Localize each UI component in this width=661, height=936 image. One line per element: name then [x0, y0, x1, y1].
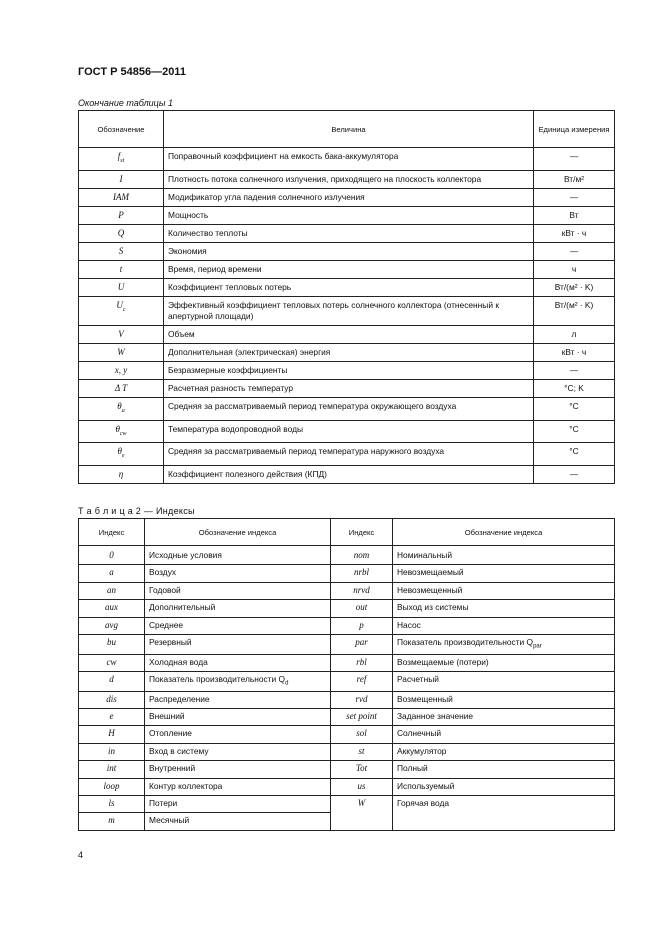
index-cell: nom [331, 546, 393, 565]
symbol-cell [79, 361, 164, 379]
symbol-text: Потери [149, 798, 178, 809]
symbol-text: IAM [113, 191, 129, 202]
quantity-cell: Температура водопроводной воды [164, 420, 534, 443]
unit-cell: — [534, 361, 615, 379]
quantity-cell: Экономия [164, 242, 534, 260]
index-desc-cell [145, 813, 331, 830]
table1-row [79, 260, 615, 278]
symbol-text: Возмещаемые (потери) [397, 656, 489, 667]
symbol-cell [79, 224, 164, 242]
index-cell: nrvd [331, 582, 393, 599]
index-desc-cell [393, 600, 615, 617]
index-cell: avg [79, 617, 145, 634]
table2-row [79, 709, 615, 726]
symbol-subscript: e [121, 453, 125, 460]
symbol-text: θ [117, 400, 122, 411]
table1-row [79, 420, 615, 443]
symbol-text: Выход из системы [397, 602, 469, 613]
unit-cell: кВт · ч [534, 224, 615, 242]
index-desc-cell [145, 726, 331, 743]
index-desc-cell [145, 672, 331, 692]
table2-header-desc-left: Обозначение индекса [145, 519, 331, 546]
unit-cell: °C [534, 397, 615, 420]
quantity-cell: Коэффициент полезного действия (КПД) [164, 466, 534, 484]
unit-cell: Вт/м² [534, 170, 615, 188]
symbol-text: Насос [397, 619, 421, 630]
symbol-text: Возмещенный [397, 693, 453, 704]
index-cell: dis [79, 691, 145, 708]
symbol-text: Отопление [149, 728, 192, 739]
symbol-text: U [116, 299, 123, 310]
quantity-cell: Эффективный коэффициент тепловых потерь солнечного коллектора (отнесенный к апертурной площади) [164, 296, 534, 325]
index-cell: int [79, 761, 145, 778]
index-desc-cell [145, 565, 331, 582]
table1-row [79, 224, 615, 242]
index-cell: ref [331, 672, 393, 692]
index-desc-cell [393, 672, 615, 692]
quantity-cell: Безразмерные коэффициенты [164, 361, 534, 379]
table2-caption: Т а б л и ц а 2 — Индексы [78, 506, 195, 516]
table2-row [79, 672, 615, 692]
table2-header-index-right: Индекс [331, 519, 393, 546]
symbol-text: Используемый [397, 780, 455, 791]
symbol-text: f [117, 151, 121, 161]
table1-row [79, 278, 615, 296]
table1-row [79, 206, 615, 224]
symbol-cell [79, 379, 164, 397]
index-desc-cell [393, 546, 615, 565]
symbol-cell [79, 170, 164, 188]
table2-row [79, 691, 615, 708]
index-desc-cell [393, 743, 615, 760]
table1-row [79, 325, 615, 343]
table2-row [79, 546, 615, 565]
index-cell: loop [79, 778, 145, 795]
table2-row [79, 582, 615, 599]
symbol-text: Невозмещенный [397, 584, 463, 595]
symbol-cell [79, 242, 164, 260]
quantity-cell: Количество теплоты [164, 224, 534, 242]
table2-header-row [79, 519, 615, 546]
index-cell: aux [79, 600, 145, 617]
symbol-subscript: d [285, 680, 289, 687]
unit-cell: °C; K [534, 379, 615, 397]
table1 [78, 110, 615, 484]
symbol-text: Резервный [149, 636, 192, 647]
index-desc-cell [145, 654, 331, 671]
symbol-text: U [117, 281, 125, 292]
unit-cell: — [534, 188, 615, 206]
symbol-cell [79, 188, 164, 206]
symbol-text: Контур коллектора [149, 780, 223, 791]
symbol-text: θ [117, 446, 122, 457]
index-cell: us [331, 778, 393, 795]
quantity-cell: Объем [164, 325, 534, 343]
index-cell: st [331, 743, 393, 760]
symbol-text: P [118, 209, 124, 220]
symbol-text: Полный [397, 763, 428, 774]
unit-cell: Вт/(м² · K) [534, 296, 615, 325]
table2-row [79, 743, 615, 760]
table1-row [79, 188, 615, 206]
symbol-text: Внешний [149, 711, 185, 722]
index-cell: bu [79, 634, 145, 654]
index-desc-cell [145, 761, 331, 778]
quantity-cell: Коэффициент тепловых потерь [164, 278, 534, 296]
symbol-text: x, y [114, 364, 128, 375]
quantity-cell: Расчетная разность температур [164, 379, 534, 397]
symbol-text: Холодная вода [149, 656, 208, 667]
index-cell: par [331, 634, 393, 654]
index-desc-cell [145, 600, 331, 617]
index-cell: rvd [331, 691, 393, 708]
index-cell: d [79, 672, 145, 692]
index-cell: H [79, 726, 145, 743]
symbol-subscript: cw [119, 430, 127, 437]
table1-row [79, 170, 615, 188]
index-desc-cell [145, 796, 331, 813]
table1-row [79, 361, 615, 379]
index-cell: sol [331, 726, 393, 743]
symbol-cell [79, 260, 164, 278]
page-number: 4 [78, 850, 84, 860]
index-desc-cell [393, 634, 615, 654]
table1-row [79, 343, 615, 361]
unit-cell: °C [534, 443, 615, 466]
table1-row [79, 443, 615, 466]
symbol-text: Q [117, 227, 125, 238]
symbol-subscript: a [121, 407, 125, 414]
index-desc-cell [145, 546, 331, 565]
index-cell: a [79, 565, 145, 582]
table1-row [79, 296, 615, 325]
index-cell: cw [79, 654, 145, 671]
table2-row [79, 600, 615, 617]
symbol-cell [79, 443, 164, 466]
index-cell: rbl [331, 654, 393, 671]
symbol-text: Месячный [149, 815, 190, 826]
table1-header-row [79, 111, 615, 148]
index-cell: e [79, 709, 145, 726]
symbol-text: Аккумулятор [397, 745, 447, 756]
symbol-cell [79, 420, 164, 443]
table1-caption: Окончание таблицы 1 [78, 98, 173, 108]
symbol-text: Вход в систему [149, 745, 209, 756]
index-cell: m [79, 813, 145, 830]
table1-row [79, 397, 615, 420]
index-desc-cell [145, 778, 331, 795]
index-desc-cell [145, 709, 331, 726]
quantity-cell: Дополнительная (электрическая) энергия [164, 343, 534, 361]
symbol-text: Воздух [149, 567, 177, 578]
index-desc-cell [393, 691, 615, 708]
table2-row [79, 761, 615, 778]
quantity-cell: Мощность [164, 206, 534, 224]
index-cell: W [331, 796, 393, 831]
table2-row [79, 778, 615, 795]
symbol-text: Номинальный [397, 550, 452, 560]
symbol-cell [79, 325, 164, 343]
symbol-text: Показатель производительности Q [149, 674, 286, 685]
unit-cell: °C [534, 420, 615, 443]
index-desc-cell [393, 726, 615, 743]
table2-header-desc-right: Обозначение индекса [393, 519, 615, 546]
symbol-text: η [118, 469, 124, 480]
unit-cell: Вт/(м² · K) [534, 278, 615, 296]
symbol-text: Солнечный [397, 728, 442, 739]
unit-cell: — [534, 242, 615, 260]
table1-header-quantity: Величина [164, 111, 534, 148]
index-desc-cell [393, 778, 615, 795]
index-cell: Tot [331, 761, 393, 778]
index-cell: nrbl [331, 565, 393, 582]
symbol-cell [79, 148, 164, 171]
symbol-text: Заданное значение [397, 711, 474, 722]
index-desc-cell [393, 796, 615, 831]
symbol-text: t [119, 263, 123, 274]
table1-row [79, 242, 615, 260]
symbol-cell [79, 343, 164, 361]
index-cell: p [331, 617, 393, 634]
index-cell: set point [331, 709, 393, 726]
unit-cell: ч [534, 260, 615, 278]
table1-header-symbol: Обозначение [79, 111, 164, 148]
table2-row [79, 654, 615, 671]
index-desc-cell [393, 761, 615, 778]
table2-row [79, 796, 615, 813]
table2-row [79, 634, 615, 654]
document-header: ГОСТ Р 54856—2011 [78, 66, 186, 78]
index-cell: an [79, 582, 145, 599]
index-desc-cell [393, 654, 615, 671]
unit-cell: л [534, 325, 615, 343]
unit-cell: Вт [534, 206, 615, 224]
table1-row [79, 466, 615, 484]
symbol-subscript: st [120, 157, 125, 164]
symbol-text: Горячая вода [397, 798, 449, 809]
table2-row [79, 617, 615, 634]
symbol-text: Невозмещаемый [397, 567, 464, 578]
symbol-text: Внутренний [149, 763, 196, 774]
index-desc-cell [145, 634, 331, 654]
quantity-cell: Средняя за рассматриваемый период температура окружающего воздуха [164, 397, 534, 420]
symbol-text: Дополнительный [149, 602, 216, 613]
table1-header-unit: Единица измерения [534, 111, 615, 148]
symbol-cell [79, 278, 164, 296]
quantity-cell: Средняя за рассматриваемый период температура наружного воздуха [164, 443, 534, 466]
table2-row [79, 565, 615, 582]
quantity-cell: Время, период времени [164, 260, 534, 278]
symbol-text: Среднее [149, 619, 184, 630]
symbol-text: Исходные условия [149, 550, 222, 560]
index-desc-cell [393, 582, 615, 599]
symbol-text: S [118, 245, 124, 256]
symbol-text: Расчетный [397, 674, 439, 685]
symbol-cell [79, 296, 164, 325]
symbol-text: Показатель производительности Q [397, 636, 534, 647]
symbol-subscript: c [122, 306, 126, 313]
table1-row [79, 148, 615, 171]
table2-header-index-left: Индекс [79, 519, 145, 546]
table2-row [79, 726, 615, 743]
index-cell: out [331, 600, 393, 617]
symbol-text: θ [115, 423, 120, 434]
index-desc-cell [145, 691, 331, 708]
symbol-text: Распределение [149, 693, 210, 704]
index-desc-cell [145, 743, 331, 760]
table1-row [79, 379, 615, 397]
index-desc-cell [145, 582, 331, 599]
index-cell: ls [79, 796, 145, 813]
quantity-cell: Поправочный коэффициент на емкость бака-аккумулятора [164, 148, 534, 171]
table2 [78, 518, 615, 831]
symbol-subscript: par [533, 643, 542, 650]
symbol-text: W [117, 346, 125, 357]
index-desc-cell [393, 617, 615, 634]
quantity-cell: Плотность потока солнечного излучения, приходящего на плоскость коллектора [164, 170, 534, 188]
symbol-text: Δ T [114, 382, 128, 393]
unit-cell: — [534, 148, 615, 171]
index-desc-cell [393, 709, 615, 726]
index-cell: 0 [79, 546, 145, 565]
symbol-text: V [118, 328, 124, 339]
index-desc-cell [393, 565, 615, 582]
unit-cell: — [534, 466, 615, 484]
symbol-cell [79, 466, 164, 484]
quantity-cell: Модификатор угла падения солнечного излучения [164, 188, 534, 206]
symbol-text: I [119, 173, 123, 184]
symbol-text: Годовой [149, 584, 181, 595]
index-desc-cell [145, 617, 331, 634]
symbol-cell [79, 206, 164, 224]
index-cell: in [79, 743, 145, 760]
symbol-cell [79, 397, 164, 420]
unit-cell: кВт · ч [534, 343, 615, 361]
